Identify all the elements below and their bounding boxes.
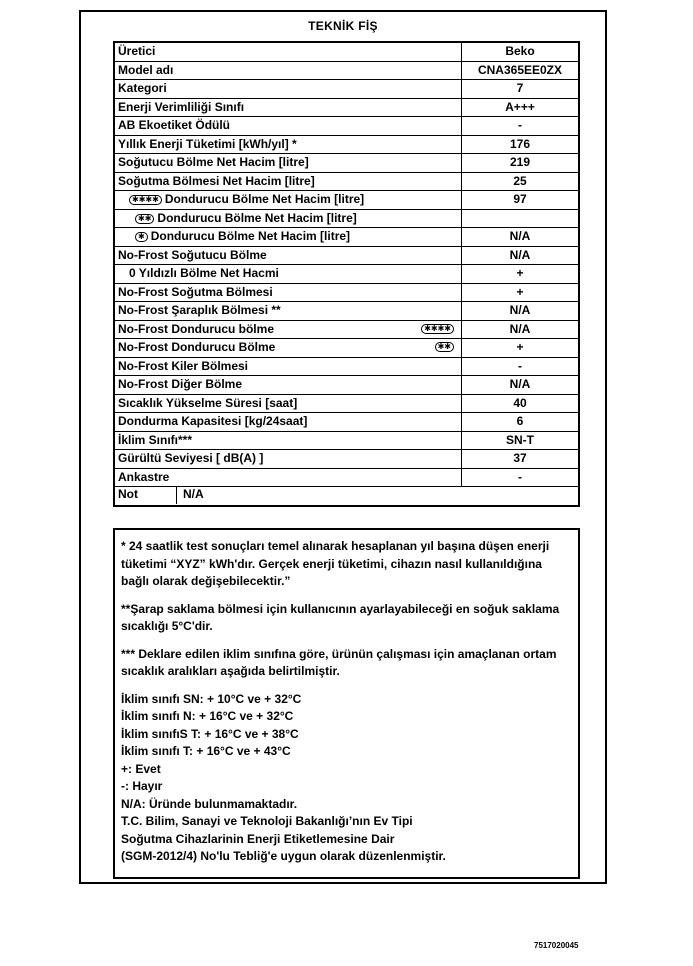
spec-row: [114, 431, 579, 450]
note-cell: [114, 487, 579, 506]
spec-row: [114, 42, 579, 61]
spec-value: SN-T: [462, 431, 580, 450]
spec-label-text: Soğutucu Bölme Net Hacim [litre]: [118, 155, 309, 170]
spec-row: [114, 209, 579, 228]
spec-label-text: Enerji Verimliliği Sınıfı: [118, 99, 245, 114]
note-label: Not: [118, 487, 177, 504]
spec-label-text: Ankastre: [118, 469, 170, 484]
spec-value: 25: [462, 172, 580, 191]
spec-label: [114, 246, 462, 265]
spec-value: +: [462, 339, 580, 358]
footnotes-box: [113, 528, 580, 879]
spec-label-text: No-Frost Soğutucu Bölme: [118, 247, 267, 262]
spec-table: [113, 41, 580, 507]
spec-row: [114, 61, 579, 80]
spec-value: 7: [462, 80, 580, 99]
footnote-line: Soğutma Cihazlarinin Enerji Etiketlemesine Dair: [121, 831, 395, 846]
star-rating-icon: ✱: [135, 232, 148, 242]
spec-label-text: No-Frost Dondurucu bölme: [118, 321, 274, 336]
spec-value: N/A: [462, 246, 580, 265]
spec-row: [114, 283, 579, 302]
spec-label: [114, 339, 462, 358]
footnote-wine: **Şarap saklama bölmesi için kullanıcının ayarlayabileceği en soğuk saklama sıcaklığı 5°C'dir.: [121, 601, 560, 633]
spec-label-text: Dondurucu Bölme Net Hacim [litre]: [157, 210, 357, 225]
star-rating-icon: ✱✱: [135, 214, 154, 224]
spec-label-text: No-Frost Soğutma Bölmesi: [118, 284, 273, 299]
spec-value: +: [462, 265, 580, 284]
technical-sheet: [79, 10, 607, 884]
footnote-line: İklim sınıfıS T: + 16°C ve + 38°C: [121, 726, 299, 741]
footnote-line: N/A: Üründe bulunmamaktadır.: [121, 796, 298, 811]
footnote-line: İklim sınıfı T: + 16°C ve + 43°C: [121, 744, 291, 758]
spec-row: [114, 450, 579, 469]
spec-label: [114, 431, 462, 450]
spec-value: [462, 209, 580, 228]
spec-label: [114, 98, 462, 117]
spec-row: [114, 98, 579, 117]
spec-value: N/A: [462, 376, 580, 395]
spec-label-text: No-Frost Dondurucu Bölme: [118, 340, 276, 355]
spec-row: [114, 357, 579, 376]
spec-label: [114, 80, 462, 99]
spec-label: [114, 209, 462, 228]
spec-value: +: [462, 283, 580, 302]
spec-value: N/A: [462, 302, 580, 321]
footnote-line: -: Hayır: [121, 779, 163, 793]
spec-label-text: AB Ekoetiket Ödülü: [118, 118, 231, 133]
spec-label: [114, 413, 462, 432]
spec-row: [114, 135, 579, 154]
spec-label-text: Model adı: [118, 62, 174, 77]
spec-value: 219: [462, 154, 580, 173]
spec-label: [114, 357, 462, 376]
spec-row: [114, 80, 579, 99]
spec-value: Beko: [462, 42, 580, 61]
spec-row: [114, 246, 579, 265]
spec-value: -: [462, 357, 580, 376]
spec-label-text: Kategori: [118, 81, 167, 96]
spec-label-text: No-Frost Şaraplık Bölmesi **: [118, 303, 281, 318]
spec-label-text: Gürültü Seviyesi [ dB(A) ]: [118, 451, 264, 466]
spec-value: -: [462, 468, 580, 487]
spec-label: [114, 191, 462, 210]
spec-row: [114, 172, 579, 191]
spec-label: [114, 394, 462, 413]
spec-value: 6: [462, 413, 580, 432]
spec-label-text: Dondurucu Bölme Net Hacim [litre]: [150, 229, 351, 244]
spec-label-text: Sıcaklık Yükselme Süresi [saat]: [118, 395, 298, 410]
spec-label: [114, 283, 462, 302]
footnote-lines: [121, 691, 570, 866]
spec-row: [114, 339, 579, 358]
spec-row: [114, 413, 579, 432]
spec-label: [114, 302, 462, 321]
star-rating-icon: ✱✱✱✱: [421, 324, 454, 334]
spec-row: [114, 265, 579, 284]
spec-label-text: Yıllık Enerji Tüketimi [kWh/yıl] *: [118, 136, 297, 151]
spec-label-text: İklim Sınıfı***: [118, 432, 193, 447]
spec-row: [114, 191, 579, 210]
spec-label-text: Üretici: [118, 44, 156, 59]
note-value: N/A: [183, 487, 204, 502]
spec-label-text: Dondurucu Bölme Net Hacim [litre]: [164, 192, 365, 207]
spec-label: [114, 376, 462, 395]
footnote-line: +: Evet: [121, 761, 161, 776]
spec-row: [114, 320, 579, 339]
footnote-climate: *** Deklare edilen iklim sınıfına göre, ürünün çalışması için amaçlanan ortam sıcaklık aralıkları aşağıda belirtilmiştir.: [121, 646, 557, 678]
spec-label: [114, 135, 462, 154]
spec-row: [114, 117, 579, 136]
spec-value: N/A: [462, 320, 580, 339]
spec-label: [114, 117, 462, 136]
spec-row: [114, 154, 579, 173]
spec-label: [114, 320, 462, 339]
spec-label-text: Dondurma Kapasitesi [kg/24saat]: [118, 414, 308, 429]
note-row: [114, 487, 579, 506]
spec-label: [114, 154, 462, 173]
footnote-line: İklim sınıfı N: + 16°C ve + 32°C: [121, 709, 294, 723]
spec-row: [114, 376, 579, 395]
spec-value: 176: [462, 135, 580, 154]
spec-label: [114, 42, 462, 61]
spec-label-text: 0 Yıldızlı Bölme Net Hacmi: [129, 266, 279, 281]
spec-label: [114, 450, 462, 469]
spec-value: 37: [462, 450, 580, 469]
spec-label-text: No-Frost Kiler Bölmesi: [118, 358, 249, 373]
spec-row: [114, 394, 579, 413]
spec-label: [114, 265, 462, 284]
document-code: 7517020045: [534, 941, 579, 950]
spec-value: N/A: [462, 228, 580, 247]
spec-value: CNA365EE0ZX: [462, 61, 580, 80]
spec-row: [114, 468, 579, 487]
footnote-line: İklim sınıfı SN: + 10°C ve + 32°C: [121, 691, 302, 706]
spec-label: [114, 228, 462, 247]
spec-label: [114, 468, 462, 487]
spec-value: 97: [462, 191, 580, 210]
spec-value: A+++: [462, 98, 580, 117]
footnote-line: T.C. Bilim, Sanayi ve Teknoloji Bakanlığı’nın Ev Tipi: [121, 814, 413, 828]
spec-value: 40: [462, 394, 580, 413]
spec-row: [114, 302, 579, 321]
sheet-title: TEKNİK FİŞ: [308, 19, 378, 33]
star-rating-icon: ✱✱: [435, 342, 454, 352]
spec-label: [114, 61, 462, 80]
spec-row: [114, 228, 579, 247]
spec-label-text: Soğutma Bölmesi Net Hacim [litre]: [118, 173, 315, 188]
spec-label: [114, 172, 462, 191]
footnote-energy: * 24 saatlik test sonuçları temel alınarak hesaplanan yıl başına düşen enerji tüketimi “XYZ” kWh'dır. Gerçek enerji tüketimi, cihazın nasıl kullanıldığına bağlı olarak değişebilecektir.”: [121, 539, 550, 588]
star-rating-icon: ✱✱✱✱: [129, 195, 162, 205]
footnote-line: (SGM-2012/4) No'lu Tebliğ'e uygun olarak düzenlenmiştir.: [121, 849, 446, 863]
spec-value: -: [462, 117, 580, 136]
spec-label-text: No-Frost Diğer Bölme: [118, 377, 243, 392]
